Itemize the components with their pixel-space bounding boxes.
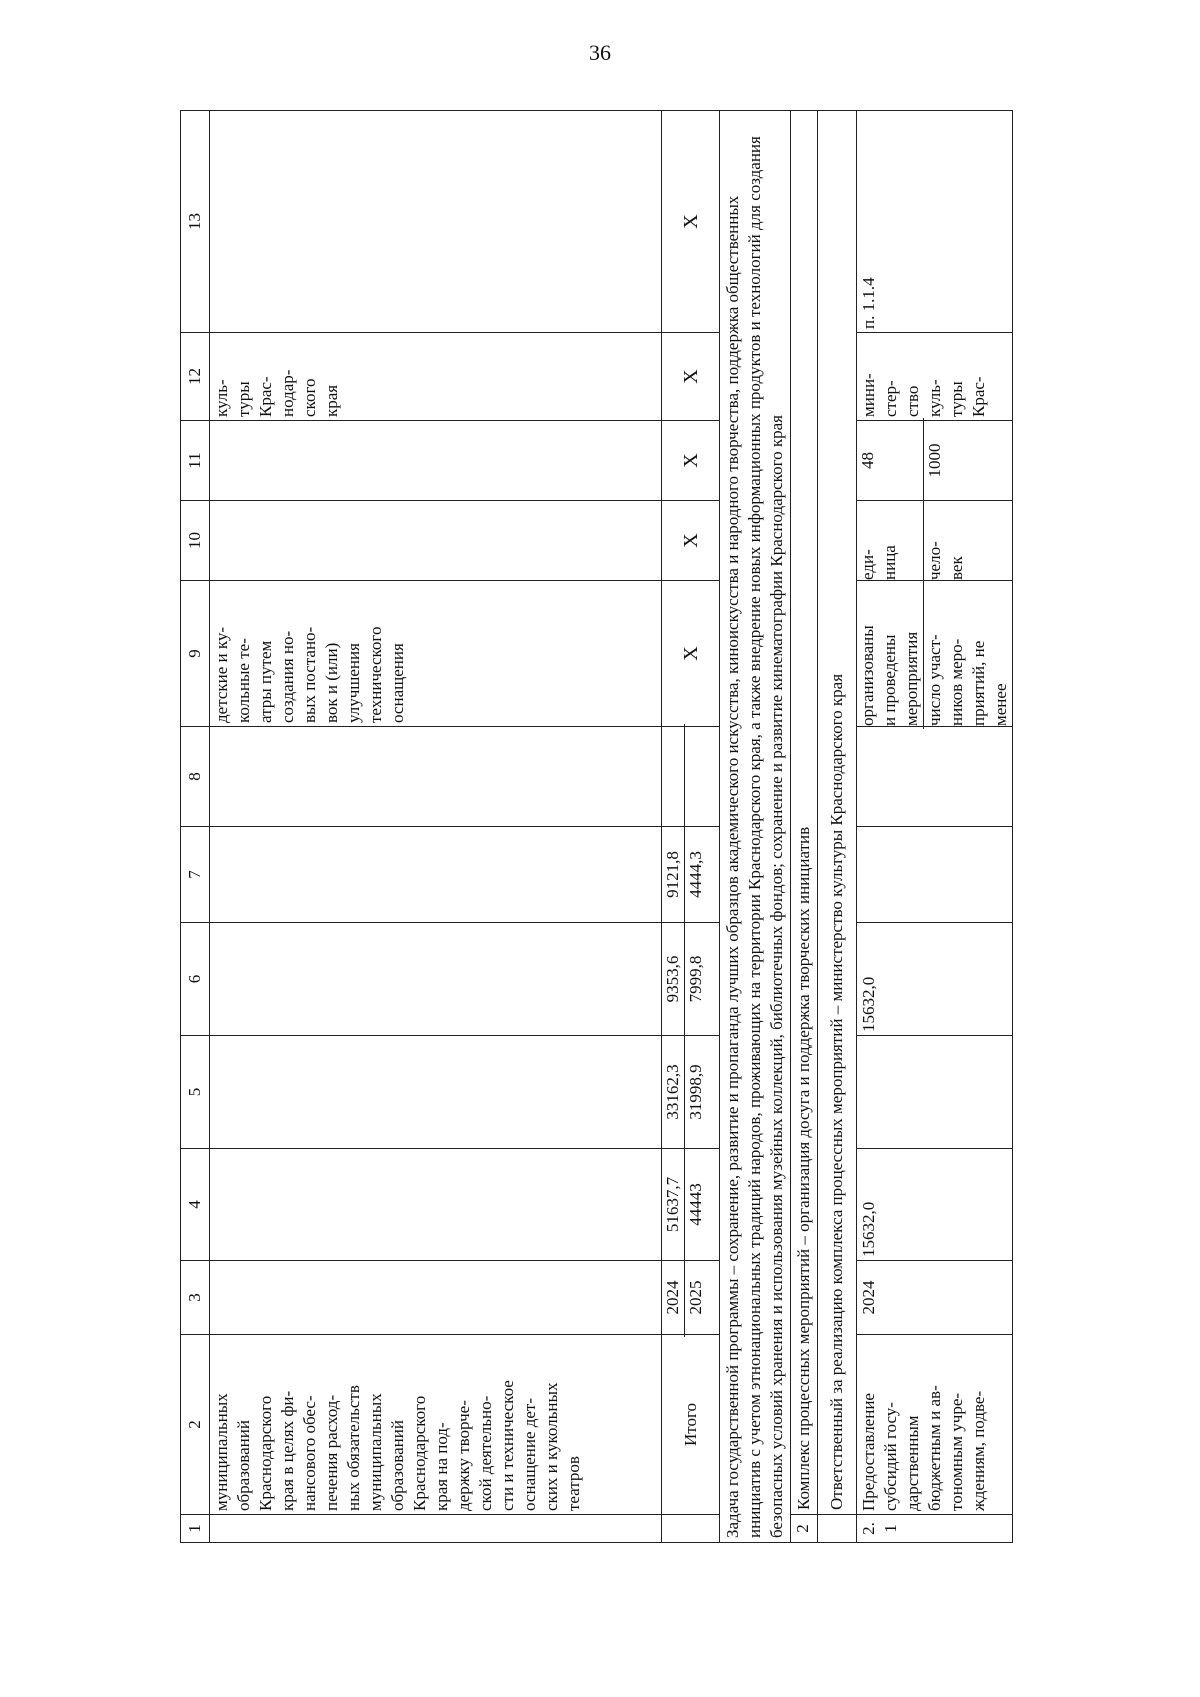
text-line: края в целях фи- bbox=[278, 1390, 297, 1511]
text-line: дарственным bbox=[903, 1415, 922, 1511]
complex-title: Комплекс процессных мероприятий – организация досуга и поддержка творческих инициатив bbox=[791, 111, 818, 1515]
cell-year: 2024 bbox=[857, 1261, 1013, 1335]
row-2-1 bbox=[857, 111, 1013, 1543]
c8-stack bbox=[662, 727, 707, 826]
text-line: Предоставление bbox=[859, 1393, 878, 1511]
total-stack bbox=[662, 1149, 707, 1260]
cell-total bbox=[210, 1149, 662, 1261]
col-header: 11 bbox=[181, 421, 210, 501]
cell-x: Х bbox=[662, 333, 720, 421]
col-header: 1 bbox=[181, 1515, 210, 1543]
c7-stack bbox=[662, 827, 707, 922]
text-line: оснащение дет- bbox=[520, 1397, 539, 1511]
cell-total bbox=[662, 1149, 720, 1261]
text-line: еди- bbox=[858, 549, 877, 580]
cell-c6 bbox=[210, 923, 662, 1036]
text-line: печения расход- bbox=[322, 1394, 341, 1511]
text-line: вых постано- bbox=[300, 626, 319, 723]
unit-stack bbox=[857, 501, 968, 580]
cell-c7 bbox=[857, 827, 1013, 923]
text-line: ской деятельно- bbox=[476, 1395, 495, 1511]
cell-year bbox=[210, 1261, 662, 1335]
text-line: век bbox=[947, 556, 966, 580]
col-header: 3 bbox=[181, 1261, 210, 1335]
cell-value bbox=[210, 421, 662, 501]
text-line: ница bbox=[880, 545, 899, 580]
cell-values bbox=[857, 421, 1013, 501]
c6-2024: 9353,6 bbox=[663, 955, 682, 1003]
unit-2 bbox=[923, 498, 968, 583]
text-line: ников меро- bbox=[947, 638, 966, 726]
text-line: ских и кукольных bbox=[542, 1382, 561, 1511]
text-line: и проведены bbox=[880, 634, 899, 726]
text-line: оснащения bbox=[388, 643, 407, 723]
cell-x: Х bbox=[662, 421, 720, 501]
text-line: театров bbox=[564, 1456, 583, 1511]
text-line: образований bbox=[388, 1420, 407, 1511]
cell-total: 15632,0 bbox=[857, 1149, 1013, 1261]
text-line: субсидий госу- bbox=[881, 1402, 900, 1511]
col-header: 5 bbox=[181, 1036, 210, 1149]
value-stack bbox=[857, 421, 946, 500]
cell-c6 bbox=[662, 923, 720, 1036]
cell-unit bbox=[210, 501, 662, 581]
text-line: стер- bbox=[881, 380, 900, 417]
cell-responsible bbox=[857, 333, 1013, 421]
value-1: 48 bbox=[858, 452, 877, 469]
indicator-1-name bbox=[857, 578, 923, 729]
c6-stack bbox=[662, 923, 707, 1035]
text-line: создания но- bbox=[278, 630, 297, 723]
responsible-row bbox=[818, 111, 857, 1543]
cell-units bbox=[857, 501, 1013, 581]
cell-c8 bbox=[857, 727, 1013, 827]
text-line: Крас- bbox=[256, 376, 275, 417]
col-header: 9 bbox=[181, 581, 210, 727]
year-2025: 2025 bbox=[684, 1258, 707, 1337]
text-line: менее bbox=[991, 683, 1010, 726]
cell-responsible bbox=[210, 333, 662, 421]
indicator-2-name bbox=[923, 578, 1012, 729]
itogo-label: Итого bbox=[662, 1335, 720, 1515]
cell-name bbox=[210, 1335, 662, 1515]
col-header: 6 bbox=[181, 923, 210, 1036]
continued-row bbox=[210, 111, 662, 1543]
text-line: Крас- bbox=[969, 376, 988, 417]
text-line: улучшения bbox=[344, 643, 363, 723]
c5-2025: 31998,9 bbox=[684, 1033, 707, 1151]
text-line: Краснодарского bbox=[256, 1395, 275, 1511]
text-line: организованы bbox=[858, 625, 877, 726]
text-line: атры путем bbox=[256, 640, 275, 723]
text-line: чело- bbox=[925, 541, 944, 580]
text-line: ского bbox=[300, 378, 319, 417]
total-2024: 51637,7 bbox=[663, 1176, 682, 1233]
program-table-sheet bbox=[180, 111, 1054, 1543]
complex-num: 2 bbox=[791, 1515, 818, 1543]
row-num: 2.1 bbox=[857, 1515, 1013, 1543]
itogo-row bbox=[662, 111, 720, 1543]
text-line: бюджетным и ав- bbox=[925, 1385, 944, 1511]
text-line: ство bbox=[903, 385, 922, 417]
cell-result bbox=[210, 581, 662, 727]
year-stack bbox=[662, 1261, 707, 1334]
cell-c8 bbox=[210, 727, 662, 827]
cell-num bbox=[818, 1515, 857, 1543]
unit-1 bbox=[857, 498, 923, 583]
cell-c7 bbox=[210, 827, 662, 923]
text-line: куль- bbox=[212, 379, 231, 417]
cell-ref: п. 1.1.4 bbox=[857, 111, 1013, 333]
col-header: 10 bbox=[181, 501, 210, 581]
c8-2024 bbox=[662, 724, 684, 829]
text-line: технического bbox=[366, 626, 385, 723]
indicator-stack bbox=[857, 581, 1012, 726]
text-line: мини- bbox=[859, 373, 878, 417]
complex-row bbox=[791, 111, 818, 1543]
value-2: 1000 bbox=[923, 418, 946, 503]
cell-c5 bbox=[210, 1036, 662, 1149]
col-header: 4 bbox=[181, 1149, 210, 1261]
text-line: держку творче- bbox=[454, 1400, 473, 1511]
text-line: Краснодарского bbox=[410, 1395, 429, 1511]
page-number: 36 bbox=[589, 40, 611, 65]
text-line: тономным учре- bbox=[947, 1392, 966, 1511]
col-header: 8 bbox=[181, 727, 210, 827]
text-line: края на под- bbox=[432, 1422, 451, 1511]
total-2025: 44443 bbox=[684, 1146, 707, 1263]
text-line: куль- bbox=[925, 379, 944, 417]
col-header: 7 bbox=[181, 827, 210, 923]
text-line: образований bbox=[234, 1420, 253, 1511]
text-line: мероприятия bbox=[902, 631, 921, 726]
text-line: сти и техническое bbox=[498, 1380, 517, 1511]
cell-indicators bbox=[857, 581, 1013, 727]
cell-c5 bbox=[857, 1036, 1013, 1149]
text-line: детские и ку- bbox=[212, 626, 231, 723]
cell-c6: 15632,0 bbox=[857, 923, 1013, 1036]
col-header: 13 bbox=[181, 111, 210, 333]
text-line: нансового обес- bbox=[300, 1395, 319, 1511]
text-line: нодар- bbox=[278, 369, 297, 417]
text-line: вок и (или) bbox=[322, 642, 341, 723]
c7-2025: 4444,3 bbox=[684, 824, 707, 925]
col-header: 2 bbox=[181, 1335, 210, 1515]
cell-num bbox=[662, 1515, 720, 1543]
c6-2025: 7999,8 bbox=[684, 920, 707, 1038]
cell-c7 bbox=[662, 827, 720, 923]
col-header: 12 bbox=[181, 333, 210, 421]
cell-x: Х bbox=[662, 501, 720, 581]
cell-c8 bbox=[662, 727, 720, 827]
text-line: ных обязательств bbox=[344, 1385, 363, 1511]
cell-x: Х bbox=[662, 111, 720, 333]
text-line: туры bbox=[234, 381, 253, 417]
cell-num bbox=[210, 1515, 662, 1543]
text-line: муниципальных bbox=[212, 1393, 231, 1511]
text-line: муниципальных bbox=[366, 1393, 385, 1511]
c5-stack bbox=[662, 1036, 707, 1148]
cell-ref bbox=[210, 111, 662, 333]
program-table bbox=[180, 110, 1013, 1543]
cell-c5 bbox=[662, 1036, 720, 1149]
cell-x: Х bbox=[662, 581, 720, 727]
text-line: ждениям, подве- bbox=[969, 1390, 988, 1511]
complex-responsible: Ответственный за реализацию комплекса процессных мероприятий – министерство культуры Краснодарского края bbox=[818, 111, 857, 1515]
c7-2024: 9121,8 bbox=[663, 851, 682, 898]
text-line: приятий, не bbox=[969, 640, 988, 726]
column-numbers-row bbox=[181, 111, 210, 1543]
text-line: кольные те- bbox=[234, 638, 253, 723]
c8-2025 bbox=[684, 724, 707, 829]
c5-2024: 33162,3 bbox=[663, 1064, 682, 1120]
cell-years bbox=[662, 1261, 720, 1335]
task-row bbox=[720, 111, 791, 1543]
year-2024: 2024 bbox=[663, 1280, 682, 1315]
task-text: Задача государственной программы – сохранение, развитие и пропаганда лучших образцов академического искусства, киноискусства и народного творчества, поддержка общественных инициатив с учетом этнонациональных традиций народов, проживающих на территории Краснодарского края, а также внедрение новых информационных продуктов и технологий для создания безопасных условий хранения и использования музейных коллекций, библиотечных фондов; сохранение и развитие кинематографии Краснодарского края bbox=[720, 111, 791, 1543]
text-line: края bbox=[322, 384, 341, 417]
text-line: число участ- bbox=[925, 634, 944, 726]
text-line: туры bbox=[947, 381, 966, 417]
cell-name bbox=[857, 1335, 1013, 1515]
